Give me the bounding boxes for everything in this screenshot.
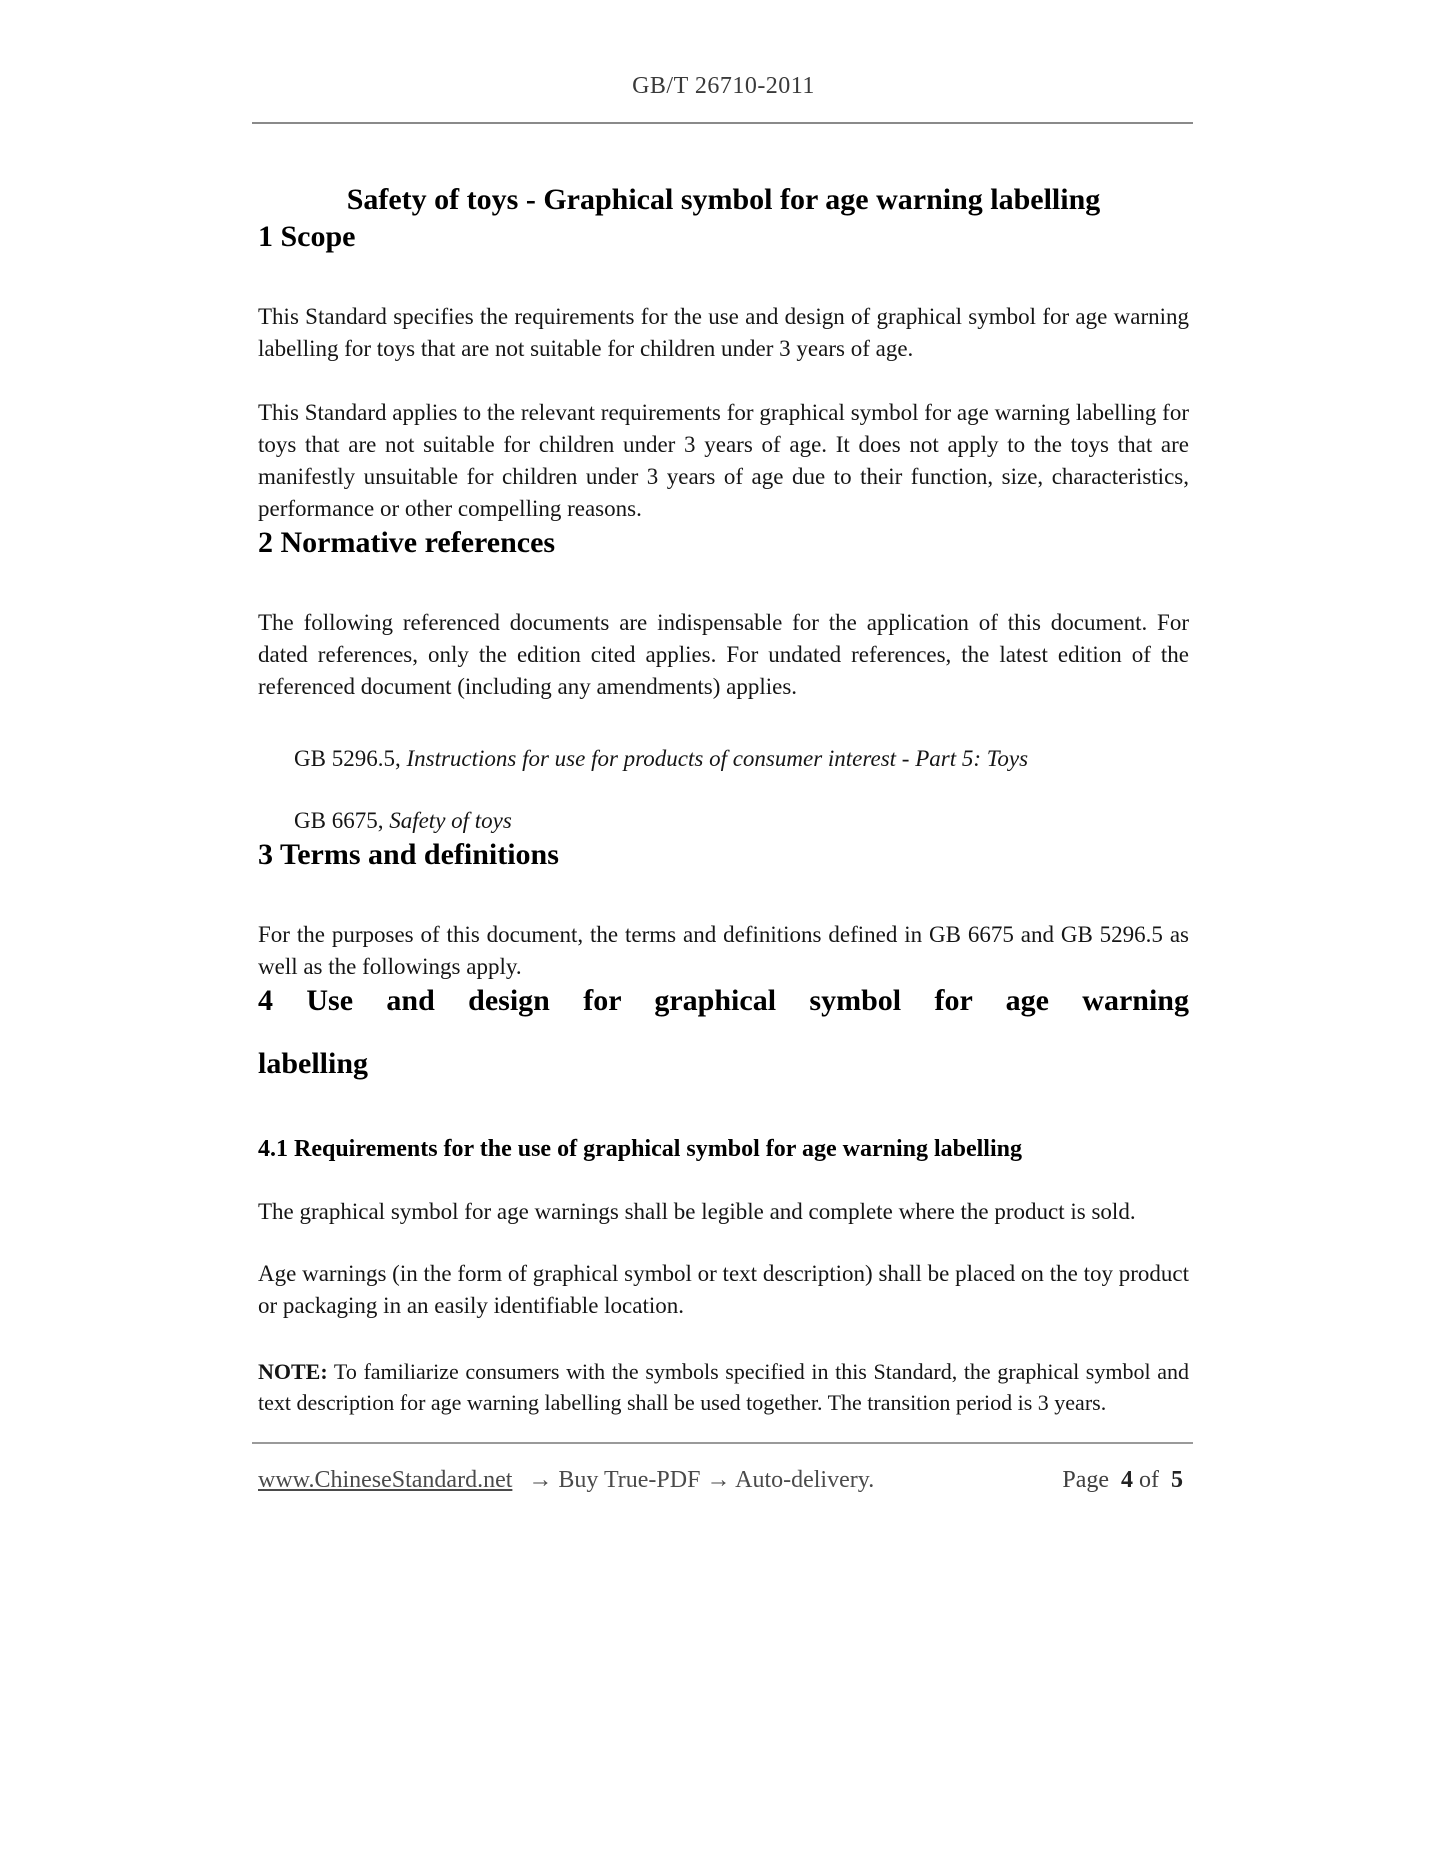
section-heading-use-design-line1: 4 Use and design for graphical symbol for age warning	[258, 984, 1189, 1018]
note-label: NOTE:	[258, 1359, 328, 1385]
reference-item	[258, 805, 1189, 837]
footer-steps: → Buy True-PDF → Auto-delivery.	[528, 1467, 875, 1494]
note-paragraph	[258, 1356, 1189, 1418]
note-text: To familiarize consumers with the symbols specified in this Standard, the graphical symbol and text description for age warning labelling shall be used together. The transition period is 3 years.	[258, 1359, 1189, 1416]
footer-left	[258, 1464, 874, 1498]
requirements-paragraph-2: Age warnings (in the form of graphical symbol or text description) shall be placed on the toy product or packaging in an easily identifiable location.	[258, 1261, 1189, 1319]
header-divider	[252, 122, 1193, 124]
site-link[interactable]: www.ChineseStandard.net	[258, 1467, 513, 1494]
page-title: Safety of toys - Graphical symbol for age warning labelling	[346, 183, 1101, 217]
reference-id: GB 5296.5,	[294, 746, 407, 772]
page-label: Page	[1062, 1467, 1109, 1494]
page-current: 4	[1121, 1467, 1133, 1494]
subsection-heading-4-1: 4.1 Requirements for the use of graphical symbol for age warning labelling	[258, 1136, 1022, 1163]
page-indicator	[1062, 1464, 1189, 1498]
requirements-paragraph-1: The graphical symbol for age warnings shall be legible and complete where the product is sold.	[258, 1199, 1136, 1225]
of-label: of	[1139, 1467, 1159, 1494]
scope-paragraph-2: This Standard applies to the relevant requirements for graphical symbol for age warning labelling for toys that are not suitable for children under 3 years of age. It does not apply to the toys that are manifestly unsuitable for children under 3 years of age due to their function, size, characteristics, performance or other compelling reasons.	[258, 400, 1189, 522]
section-heading-use-design-line2: labelling	[258, 1047, 369, 1081]
doc-number: GB/T 26710-2011	[632, 73, 815, 99]
footer	[258, 1464, 1189, 1498]
reference-title: Safety of toys	[389, 808, 512, 834]
terms-paragraph: For the purposes of this document, the terms and definitions defined in GB 6675 and GB 5296.5 as well as the followings apply.	[258, 922, 1189, 980]
footer-divider	[252, 1442, 1193, 1444]
section-heading-scope: 1 Scope	[258, 220, 356, 254]
normative-intro-paragraph: The following referenced documents are indispensable for the application of this document. For dated references, only the edition cited applies. For undated references, the latest edition of the referenced document (including any amendments) applies.	[258, 610, 1189, 700]
reference-id: GB 6675,	[294, 808, 390, 834]
section-heading-use-design	[258, 983, 1189, 1082]
scope-paragraph-1: This Standard specifies the requirements for the use and design of graphical symbol for age warning labelling for toys that are not suitable for children under 3 years of age.	[258, 304, 1189, 362]
section-heading-terms-definitions: 3 Terms and definitions	[258, 838, 559, 872]
reference-item	[258, 743, 1189, 775]
section-heading-normative-references: 2 Normative references	[258, 526, 556, 560]
reference-title: Instructions for use for products of consumer interest - Part 5: Toys	[406, 746, 1029, 772]
page-total: 5	[1171, 1467, 1183, 1494]
